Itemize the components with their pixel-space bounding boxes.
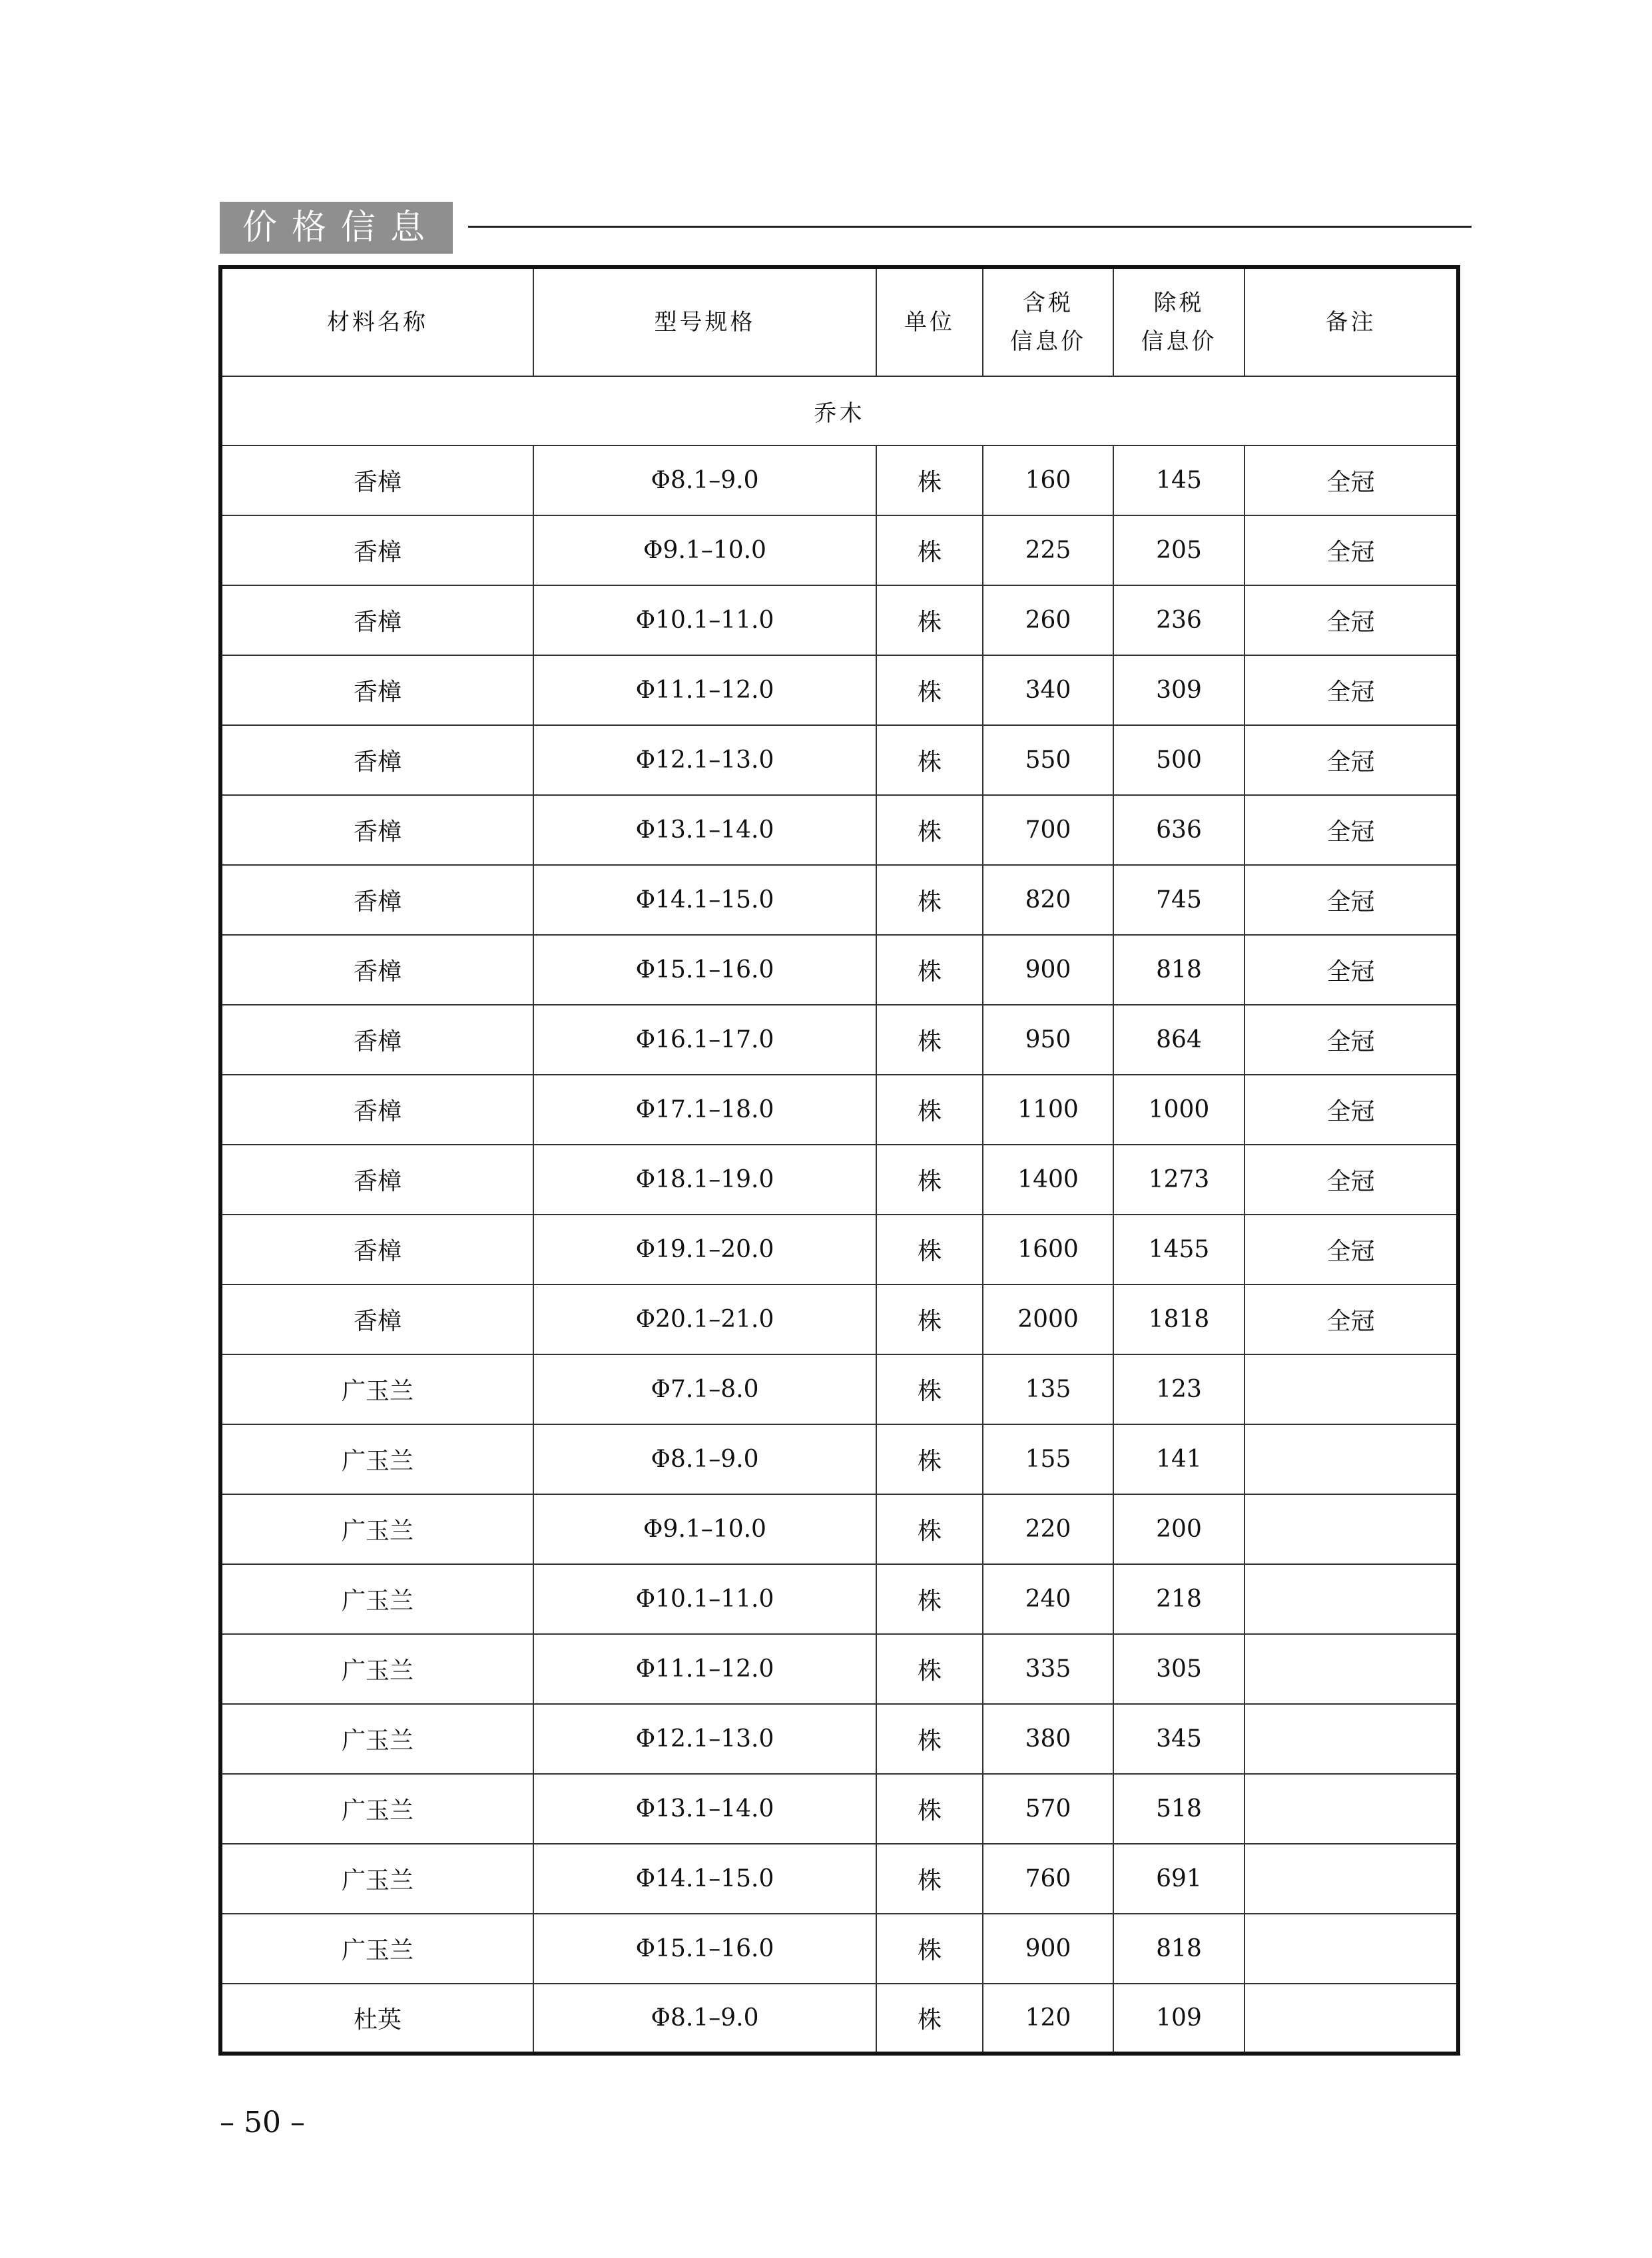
cell-price-with-tax: 820 (983, 865, 1113, 935)
table-header-row (220, 267, 1458, 376)
cell-price-with-tax: 160 (983, 445, 1113, 515)
column-header-unit: 单位 (876, 267, 983, 376)
cell-spec: Φ8.1–9.0 (533, 1424, 876, 1494)
table-row (220, 445, 1458, 515)
cell-remarks: 全冠 (1244, 795, 1458, 865)
cell-spec: Φ12.1–13.0 (533, 725, 876, 795)
cell-price-with-tax: 340 (983, 655, 1113, 725)
cell-price-with-tax: 225 (983, 515, 1113, 585)
table-row (220, 1215, 1458, 1284)
cell-unit: 株 (876, 445, 983, 515)
cell-material-name: 香樟 (220, 1145, 533, 1215)
table-row (220, 1145, 1458, 1215)
cell-price-with-tax: 220 (983, 1494, 1113, 1564)
cell-unit: 株 (876, 1005, 983, 1075)
cell-price-without-tax: 145 (1113, 445, 1244, 515)
cell-unit: 株 (876, 1145, 983, 1215)
table-row (220, 515, 1458, 585)
table-row (220, 1424, 1458, 1494)
table-row (220, 1984, 1458, 2054)
table-row (220, 1774, 1458, 1844)
cell-price-without-tax: 636 (1113, 795, 1244, 865)
cell-remarks: 全冠 (1244, 1215, 1458, 1284)
cell-remarks: 全冠 (1244, 935, 1458, 1005)
cell-remarks: 全冠 (1244, 585, 1458, 655)
cell-remarks: 全冠 (1244, 1284, 1458, 1354)
cell-material-name: 广玉兰 (220, 1634, 533, 1704)
table-row (220, 1634, 1458, 1704)
table-row (220, 865, 1458, 935)
cell-price-without-tax: 200 (1113, 1494, 1244, 1564)
cell-material-name: 香樟 (220, 935, 533, 1005)
cell-material-name: 香樟 (220, 1005, 533, 1075)
column-header-material-name: 材料名称 (220, 267, 533, 376)
page-number: – 50 – (220, 2106, 305, 2139)
cell-price-with-tax: 900 (983, 1914, 1113, 1984)
cell-remarks (1244, 1354, 1458, 1424)
category-row (220, 376, 1458, 445)
cell-remarks (1244, 1634, 1458, 1704)
category-label: 乔木 (220, 376, 1458, 445)
cell-price-with-tax: 380 (983, 1704, 1113, 1774)
table-row (220, 1704, 1458, 1774)
cell-spec: Φ15.1–16.0 (533, 1914, 876, 1984)
cell-material-name: 香樟 (220, 795, 533, 865)
cell-unit: 株 (876, 585, 983, 655)
cell-price-without-tax: 500 (1113, 725, 1244, 795)
cell-remarks: 全冠 (1244, 1145, 1458, 1215)
cell-remarks: 全冠 (1244, 1075, 1458, 1145)
cell-price-without-tax: 305 (1113, 1634, 1244, 1704)
cell-material-name: 广玉兰 (220, 1844, 533, 1914)
cell-spec: Φ17.1–18.0 (533, 1075, 876, 1145)
cell-spec: Φ12.1–13.0 (533, 1704, 876, 1774)
cell-remarks: 全冠 (1244, 655, 1458, 725)
cell-material-name: 广玉兰 (220, 1914, 533, 1984)
cell-remarks (1244, 1914, 1458, 1984)
cell-price-with-tax: 1400 (983, 1145, 1113, 1215)
cell-price-without-tax: 218 (1113, 1564, 1244, 1634)
cell-remarks (1244, 1704, 1458, 1774)
cell-material-name: 广玉兰 (220, 1424, 533, 1494)
cell-price-with-tax: 700 (983, 795, 1113, 865)
cell-price-without-tax: 109 (1113, 1984, 1244, 2054)
cell-material-name: 香樟 (220, 585, 533, 655)
cell-spec: Φ19.1–20.0 (533, 1215, 876, 1284)
cell-spec: Φ14.1–15.0 (533, 1844, 876, 1914)
cell-unit: 株 (876, 515, 983, 585)
cell-price-with-tax: 570 (983, 1774, 1113, 1844)
cell-price-without-tax: 345 (1113, 1704, 1244, 1774)
cell-material-name: 广玉兰 (220, 1494, 533, 1564)
cell-material-name: 香樟 (220, 1075, 533, 1145)
cell-remarks: 全冠 (1244, 1005, 1458, 1075)
table-row (220, 795, 1458, 865)
cell-unit: 株 (876, 865, 983, 935)
table-row (220, 1914, 1458, 1984)
cell-unit: 株 (876, 655, 983, 725)
column-header-price-with-tax: 含税 信息价 (983, 267, 1113, 376)
cell-unit: 株 (876, 935, 983, 1005)
cell-material-name: 香樟 (220, 1284, 533, 1354)
table-row (220, 1284, 1458, 1354)
table-row (220, 725, 1458, 795)
cell-spec: Φ18.1–19.0 (533, 1145, 876, 1215)
table-row (220, 1354, 1458, 1424)
cell-price-with-tax: 335 (983, 1634, 1113, 1704)
table-row (220, 935, 1458, 1005)
cell-spec: Φ11.1–12.0 (533, 1634, 876, 1704)
cell-price-with-tax: 950 (983, 1005, 1113, 1075)
cell-remarks: 全冠 (1244, 445, 1458, 515)
cell-unit: 株 (876, 1844, 983, 1914)
cell-material-name: 香樟 (220, 445, 533, 515)
cell-material-name: 香樟 (220, 725, 533, 795)
price-table (218, 265, 1460, 2056)
cell-remarks (1244, 1494, 1458, 1564)
table-row (220, 1005, 1458, 1075)
cell-spec: Φ20.1–21.0 (533, 1284, 876, 1354)
column-header-remarks: 备注 (1244, 267, 1458, 376)
cell-price-without-tax: 1818 (1113, 1284, 1244, 1354)
cell-spec: Φ11.1–12.0 (533, 655, 876, 725)
cell-spec: Φ8.1–9.0 (533, 1984, 876, 2054)
cell-unit: 株 (876, 795, 983, 865)
cell-price-with-tax: 1100 (983, 1075, 1113, 1145)
cell-material-name: 香樟 (220, 655, 533, 725)
cell-material-name: 广玉兰 (220, 1704, 533, 1774)
cell-price-without-tax: 818 (1113, 1914, 1244, 1984)
cell-unit: 株 (876, 1284, 983, 1354)
cell-unit: 株 (876, 1774, 983, 1844)
cell-price-with-tax: 1600 (983, 1215, 1113, 1284)
cell-unit: 株 (876, 1424, 983, 1494)
cell-material-name: 杜英 (220, 1984, 533, 2054)
cell-material-name: 广玉兰 (220, 1354, 533, 1424)
cell-unit: 株 (876, 1494, 983, 1564)
cell-material-name: 香樟 (220, 865, 533, 935)
cell-remarks (1244, 1844, 1458, 1914)
cell-price-without-tax: 745 (1113, 865, 1244, 935)
cell-price-with-tax: 2000 (983, 1284, 1113, 1354)
cell-spec: Φ9.1–10.0 (533, 1494, 876, 1564)
cell-price-with-tax: 135 (983, 1354, 1113, 1424)
cell-unit: 株 (876, 1564, 983, 1634)
cell-spec: Φ9.1–10.0 (533, 515, 876, 585)
cell-unit: 株 (876, 1704, 983, 1774)
cell-spec: Φ15.1–16.0 (533, 935, 876, 1005)
table-row (220, 1564, 1458, 1634)
cell-price-with-tax: 240 (983, 1564, 1113, 1634)
cell-price-without-tax: 818 (1113, 935, 1244, 1005)
header-divider (468, 226, 1472, 228)
cell-remarks: 全冠 (1244, 865, 1458, 935)
cell-unit: 株 (876, 1634, 983, 1704)
cell-unit: 株 (876, 1075, 983, 1145)
cell-price-without-tax: 236 (1113, 585, 1244, 655)
cell-unit: 株 (876, 1215, 983, 1284)
cell-spec: Φ13.1–14.0 (533, 795, 876, 865)
cell-remarks: 全冠 (1244, 515, 1458, 585)
cell-spec: Φ10.1–11.0 (533, 1564, 876, 1634)
cell-price-without-tax: 518 (1113, 1774, 1244, 1844)
cell-price-without-tax: 691 (1113, 1844, 1244, 1914)
cell-material-name: 广玉兰 (220, 1564, 533, 1634)
cell-price-with-tax: 120 (983, 1984, 1113, 2054)
cell-spec: Φ16.1–17.0 (533, 1005, 876, 1075)
cell-remarks (1244, 1424, 1458, 1494)
table-row (220, 585, 1458, 655)
cell-price-with-tax: 260 (983, 585, 1113, 655)
cell-spec: Φ14.1–15.0 (533, 865, 876, 935)
cell-unit: 株 (876, 1984, 983, 2054)
cell-price-with-tax: 760 (983, 1844, 1113, 1914)
cell-price-without-tax: 1273 (1113, 1145, 1244, 1215)
cell-price-with-tax: 155 (983, 1424, 1113, 1494)
cell-remarks (1244, 1984, 1458, 2054)
cell-price-without-tax: 309 (1113, 655, 1244, 725)
column-header-price-without-tax: 除税 信息价 (1113, 267, 1244, 376)
cell-price-with-tax: 900 (983, 935, 1113, 1005)
cell-spec: Φ7.1–8.0 (533, 1354, 876, 1424)
cell-unit: 株 (876, 1354, 983, 1424)
section-title: 价格信息 (220, 202, 453, 254)
cell-remarks (1244, 1564, 1458, 1634)
cell-remarks (1244, 1774, 1458, 1844)
cell-price-without-tax: 123 (1113, 1354, 1244, 1424)
cell-spec: Φ13.1–14.0 (533, 1774, 876, 1844)
cell-price-without-tax: 1455 (1113, 1215, 1244, 1284)
cell-price-without-tax: 1000 (1113, 1075, 1244, 1145)
column-header-spec: 型号规格 (533, 267, 876, 376)
cell-unit: 株 (876, 1914, 983, 1984)
table-row (220, 1494, 1458, 1564)
table-row (220, 1844, 1458, 1914)
table-row (220, 655, 1458, 725)
cell-material-name: 香樟 (220, 515, 533, 585)
cell-price-without-tax: 864 (1113, 1005, 1244, 1075)
cell-unit: 株 (876, 725, 983, 795)
cell-price-with-tax: 550 (983, 725, 1113, 795)
cell-material-name: 广玉兰 (220, 1774, 533, 1844)
cell-remarks: 全冠 (1244, 725, 1458, 795)
cell-spec: Φ10.1–11.0 (533, 585, 876, 655)
cell-material-name: 香樟 (220, 1215, 533, 1284)
table-row (220, 1075, 1458, 1145)
cell-price-without-tax: 141 (1113, 1424, 1244, 1494)
cell-spec: Φ8.1–9.0 (533, 445, 876, 515)
cell-price-without-tax: 205 (1113, 515, 1244, 585)
